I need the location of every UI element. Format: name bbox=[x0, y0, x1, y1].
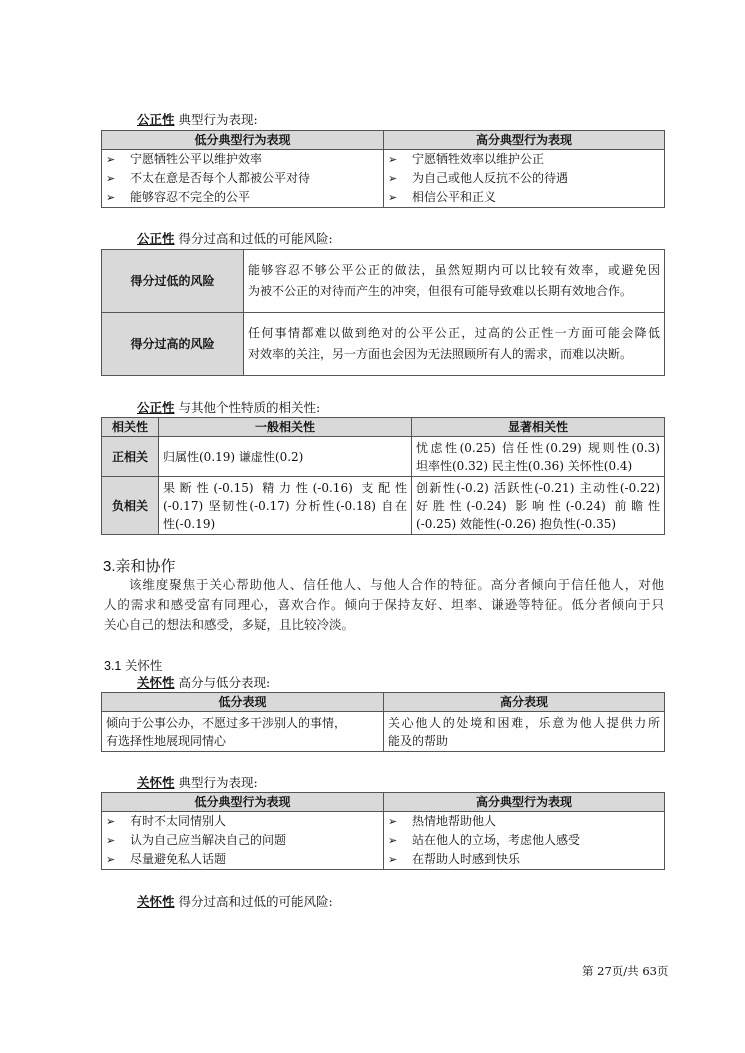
fairness-behavior-table bbox=[101, 130, 665, 208]
fairness-risk-caption: 公正性 得分过高和过低的可能风险: bbox=[137, 231, 333, 246]
positive-label: 正相关 bbox=[102, 437, 159, 477]
section-title: 3.亲和协作 bbox=[103, 558, 176, 575]
care-behavior-caption: 关怀性 典型行为表现: bbox=[137, 775, 258, 790]
list-item: ➢ 热情地帮助他人 bbox=[386, 812, 662, 831]
risk-high-label: 得分过高的风险 bbox=[102, 313, 244, 376]
low-behavior-list bbox=[104, 812, 381, 869]
col-header: 高分表现 bbox=[384, 693, 665, 712]
pos-general-cell: 归属性(0.19) 谦虚性(0.2) bbox=[159, 437, 412, 477]
fairness-corr-caption: 公正性 与其他个性特质的相关性: bbox=[137, 400, 321, 415]
fairness-risk-table: 得分过低的风险 能够容忍不够公平公正的做法，虽然短期内可以比较有效率，或避免因 为被不公正的对待而产生的冲突，但很有可能导致难以长期有效地合作。 得分过高的风险 任何事情都难以做到绝对的公平公正，过高的公正性一方面可能会降低 对效率的关注，另一方面也会因为无法照顾所有人的需求，而难以决断。 bbox=[101, 249, 665, 376]
low-behavior-list bbox=[104, 150, 381, 207]
negative-label: 负相关 bbox=[102, 477, 159, 535]
col-header: 低分表现 bbox=[102, 693, 384, 712]
fairness-corr-table: 相关性 一般相关性 显著相关性 正相关 归属性(0.19) 谦虚性(0.2) 忧虑性(0.25) 信任性(0.29) 规则性(0.3) 坦率性(0.32) 民主性(0.36) 关怀性(0.4) 负相关 果断性(-0.15) 精力性(-0.16) 支配性 (-0.17) 坚韧性(-0.17) 分析性(-0.18) 自在 性(-0.19) 创新性(-0.2) 活跃性(-0.21) 主动性(-0.22) 好胜性(-0.24) 影响性(-0.24) 前瞻性 (-0.25) 效能性(-0.26) 抱负性(-0.35) bbox=[101, 417, 665, 535]
high-behavior-list bbox=[386, 812, 662, 869]
col-header: 高分典型行为表现 bbox=[384, 793, 665, 812]
risk-low-label: 得分过低的风险 bbox=[102, 250, 244, 313]
fairness-behavior-caption: 公正性 典型行为表现: bbox=[137, 112, 258, 127]
col-header: 低分典型行为表现 bbox=[102, 131, 384, 150]
list-item: ➢ 站在他人的立场，考虑他人感受 bbox=[386, 831, 662, 850]
col-header: 低分典型行为表现 bbox=[102, 793, 384, 812]
high-behavior-list bbox=[386, 150, 662, 207]
care-behavior-table bbox=[101, 792, 665, 870]
list-item: ➢ 相信公平和正义 bbox=[386, 188, 662, 207]
care-perf-caption: 关怀性 高分与低分表现: bbox=[137, 675, 271, 690]
subsection-title: 3.1 关怀性 bbox=[104, 659, 163, 673]
list-item: ➢ 能够容忍不完全的公平 bbox=[104, 188, 381, 207]
list-item: ➢ 宁愿牺牲效率以维护公正 bbox=[386, 150, 662, 169]
col-header: 高分典型行为表现 bbox=[384, 131, 665, 150]
list-item: ➢ 为自己或他人反抗不公的待遇 bbox=[386, 169, 662, 188]
list-item: ➢ 认为自己应当解决自己的问题 bbox=[104, 831, 381, 850]
list-item: ➢ 不太在意是否每个人都被公平对待 bbox=[104, 169, 381, 188]
care-perf-table: 低分表现 高分表现 倾向于公事公办，不愿过多干涉别人的事情， 有选择性地展现同情心 关心他人的处境和困难，乐意为他人提供力所 能及的帮助 bbox=[101, 692, 665, 752]
list-item: ➢ 尽量避免私人话题 bbox=[104, 850, 381, 869]
section-paragraph: 该维度聚焦于关心帮助他人、信任他人、与他人合作的特征。高分者倾向于信任他人，对他 人的需求和感受富有同理心，喜欢合作。倾向于保持友好、坦率、谦逊等特征。低分者倾向于只 关心自己的想法和感受，多疑，且比较冷淡。 bbox=[104, 577, 664, 632]
care-risk-caption: 关怀性 得分过高和过低的可能风险: bbox=[137, 894, 333, 909]
col-header: 一般相关性 bbox=[159, 418, 412, 437]
page-number: 第 27页/共 63页 bbox=[582, 964, 669, 978]
col-header: 相关性 bbox=[102, 418, 159, 437]
list-item: ➢ 在帮助人时感到快乐 bbox=[386, 850, 662, 869]
list-item: ➢ 有时不太同情别人 bbox=[104, 812, 381, 831]
list-item: ➢ 宁愿牺牲公平以维护效率 bbox=[104, 150, 381, 169]
col-header: 显著相关性 bbox=[412, 418, 665, 437]
